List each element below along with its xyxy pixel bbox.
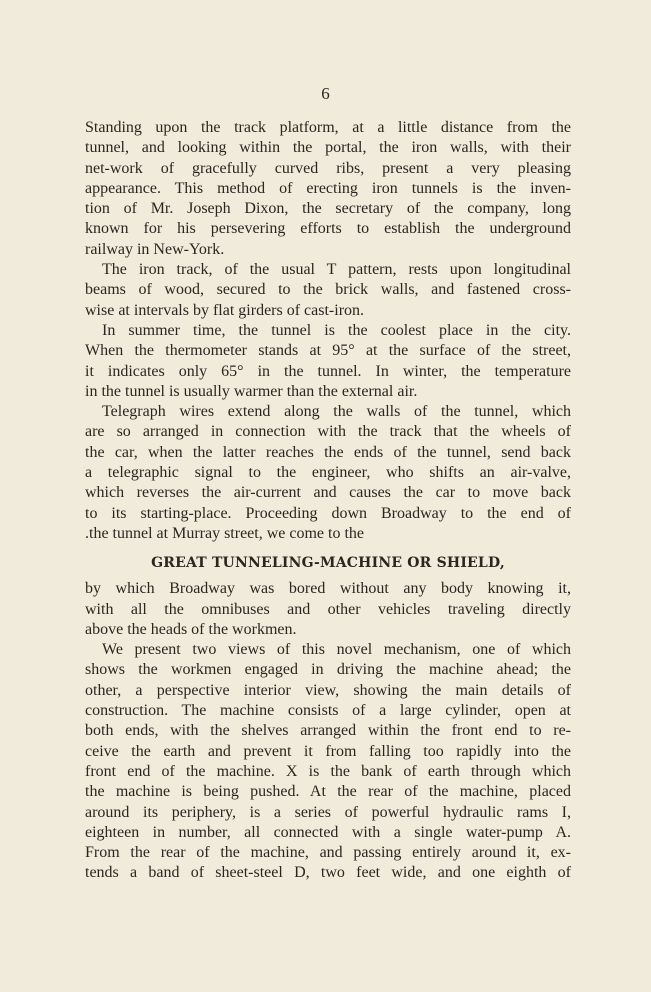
text-line: Standing upon the track platform, at a little distance from the	[85, 119, 571, 136]
text-line: From the rear of the machine, and passing entirely around it, ex-	[85, 844, 571, 862]
text-line: front end of the machine. X is the bank of earth through which	[85, 762, 571, 780]
text-line: the machine is being pushed. At the rear of the machine, placed	[85, 783, 571, 801]
text-line: eighteen in number, all connected with a single water-pump A.	[85, 823, 571, 841]
body-text	[85, 118, 571, 884]
text-line: other, a perspective interior view, showing the main details of	[85, 681, 571, 699]
text-line: a telegraphic signal to the engineer, who shifts an air-valve,	[85, 464, 571, 482]
text-line: around its periphery, is a series of powerful hydraulic rams I,	[85, 803, 571, 821]
paragraph	[85, 402, 571, 544]
paragraph	[85, 118, 571, 260]
text-line: net-work of gracefully curved ribs, present a very pleasing	[85, 159, 571, 177]
text-line: Telegraph wires extend along the walls of the tunnel, which	[102, 403, 571, 421]
paragraph	[85, 260, 571, 321]
paragraph	[85, 321, 571, 402]
text-line: We present two views of this novel mechanism, one of which	[102, 641, 571, 659]
paragraph	[85, 579, 571, 640]
text-line: appearance. This method of erecting iron tunnels is the inven-	[85, 179, 571, 197]
text-line: by which Broadway was bored without any body knowing it,	[85, 580, 571, 598]
text-line: in the tunnel is usually warmer than the external air.	[85, 382, 418, 400]
text-line: beams of wood, secured to the brick walls, and fastened cross-	[85, 281, 571, 299]
page-number: 6	[321, 84, 330, 103]
paragraphs-after-heading	[85, 579, 571, 883]
text-line: which reverses the air-current and causes the car to move back	[85, 484, 571, 502]
paragraph	[85, 640, 571, 884]
text-line: are so arranged in connection with the track that the wheels of	[85, 423, 571, 441]
text-line: tion of Mr. Joseph Dixon, the secretary of the company, long	[85, 200, 571, 218]
text-line: it indicates only 65° in the tunnel. In winter, the temperature	[85, 362, 571, 380]
text-line: known for his persevering efforts to establish the underground	[85, 220, 571, 238]
text-line: tunnel, and looking within the portal, the iron walls, with their	[85, 139, 571, 157]
text-line: construction. The machine consists of a large cylinder, open at	[85, 702, 571, 720]
text-line: the car, when the latter reaches the ends of the tunnel, send back	[85, 443, 571, 461]
section-heading: GREAT TUNNELING-MACHINE OR SHIELD,	[151, 555, 505, 572]
text-line: ceive the earth and prevent it from falling too rapidly into the	[85, 742, 571, 760]
text-line: both ends, with the shelves arranged within the front end to re-	[85, 722, 571, 740]
text-line: to its starting-place. Proceeding down Broadway to the end of	[85, 504, 571, 522]
text-line: railway in New-York.	[85, 240, 225, 258]
text-line: When the thermometer stands at 95° at the surface of the street,	[85, 342, 571, 360]
text-line: .the tunnel at Murray street, we come to the	[85, 524, 365, 542]
text-line: tends a band of sheet-steel D, two feet wide, and one eighth of	[85, 864, 571, 882]
text-line: above the heads of the workmen.	[85, 620, 297, 638]
text-line: shows the workmen engaged in driving the machine ahead; the	[85, 661, 571, 679]
text-line: In summer time, the tunnel is the coolest place in the city.	[102, 321, 571, 339]
text-line: wise at intervals by flat girders of cast-iron.	[85, 301, 365, 319]
text-line: with all the omnibuses and other vehicles traveling directly	[85, 600, 571, 618]
paragraphs-before-heading	[85, 118, 571, 544]
text-line: The iron track, of the usual T pattern, rests upon longitudinal	[102, 261, 571, 279]
